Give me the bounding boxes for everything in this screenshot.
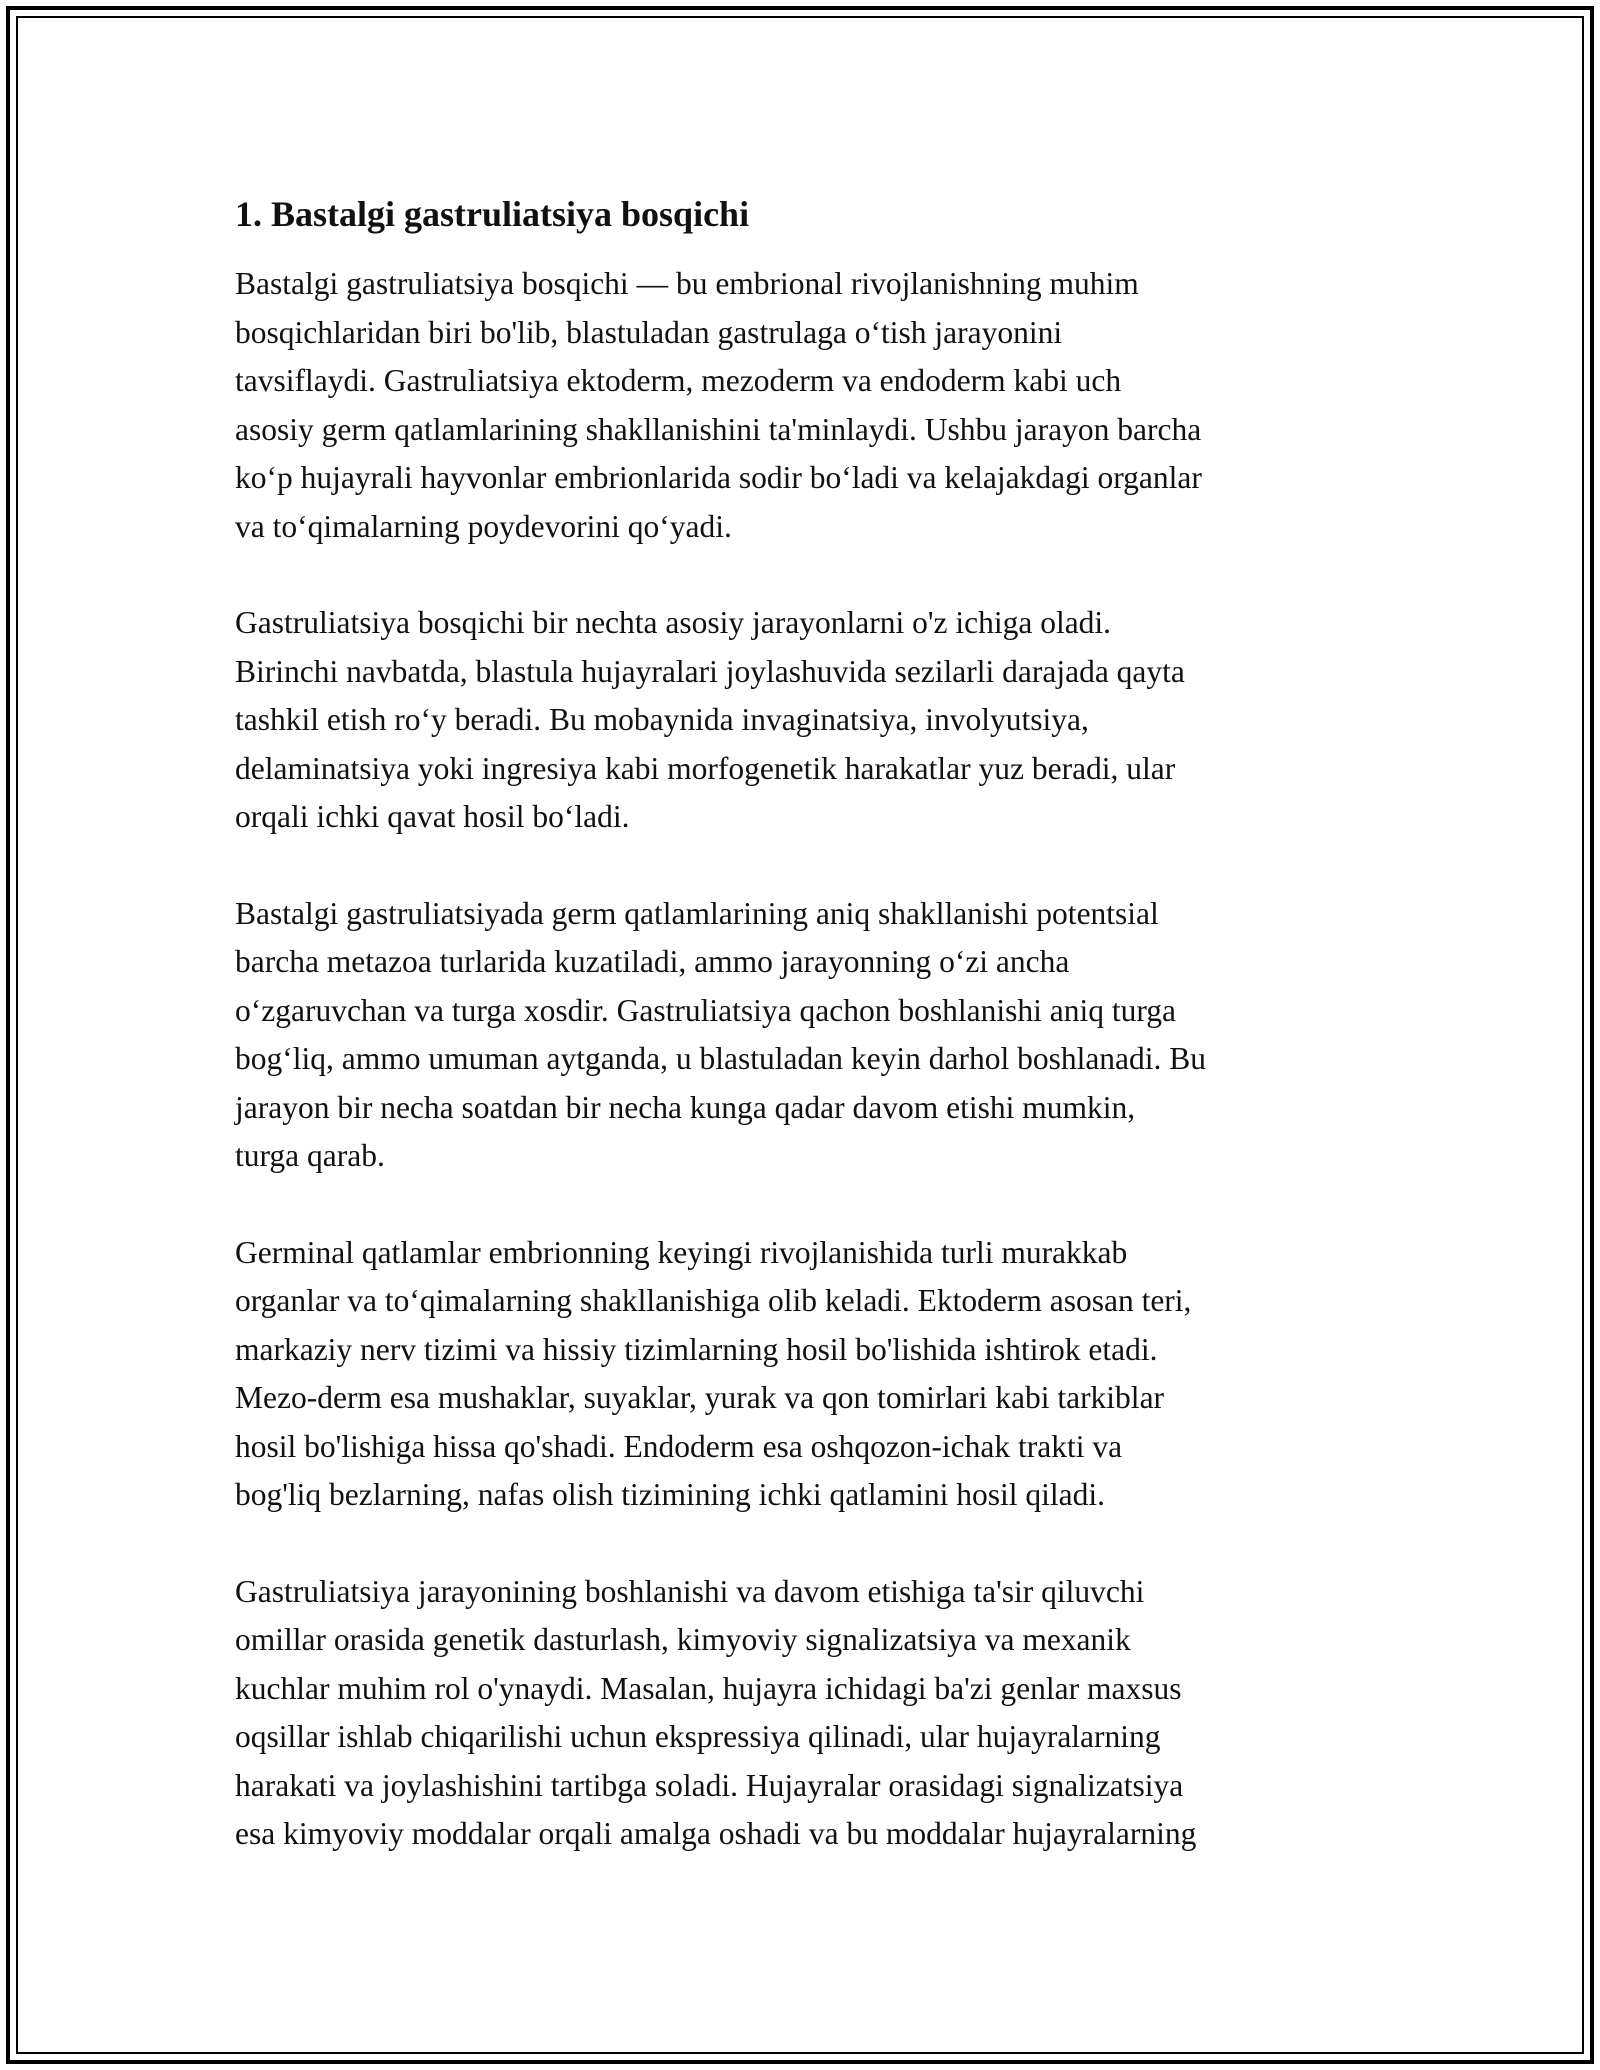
document-body bbox=[235, 188, 1375, 1907]
paragraph-3 bbox=[235, 890, 1375, 1181]
text-line: bog'liq bezlarning, nafas olish tizimining ichki qatlamini hosil qiladi. bbox=[235, 1477, 1106, 1512]
text-line: turga qarab. bbox=[235, 1138, 385, 1173]
text-line: va to‘qimalarning poydevorini qo‘yadi. bbox=[235, 508, 732, 544]
text-line: tavsiflaydi. Gastruliatsiya ektoderm, mezoderm va endoderm kabi uch bbox=[235, 363, 1122, 398]
text-line: tashkil etish ro‘y beradi. Bu mobaynida invaginatsiya, involyutsiya, bbox=[235, 702, 1089, 737]
text-line: omillar orasida genetik dasturlash, kimyoviy signalizatsiya va mexanik bbox=[235, 1622, 1131, 1657]
text-line: Gastruliatsiya bosqichi bir nechta asosiy jarayonlarni o'z ichiga oladi. bbox=[235, 605, 1112, 640]
text-line: ko‘p hujayrali hayvonlar embrionlarida sodir bo‘ladi va kelajakdagi organlar bbox=[235, 460, 1202, 495]
text-line: bog‘liq, ammo umuman aytganda, u blastuladan keyin darhol boshlanadi. Bu bbox=[235, 1041, 1207, 1076]
text-line: Bastalgi gastruliatsiyada germ qatlamlarining aniq shakllanishi potentsial bbox=[235, 895, 1159, 931]
text-line: hosil bo'lishiga hissa qo'shadi. Endoderm esa oshqozon-ichak trakti va bbox=[235, 1428, 1123, 1464]
text-line: Mezo-derm esa mushaklar, suyaklar, yurak va qon tomirlari kabi tarkiblar bbox=[235, 1380, 1165, 1415]
text-line: orqali ichki qavat hosil bo‘ladi. bbox=[235, 799, 630, 834]
text-line: jarayon bir necha soatdan bir necha kunga qadar davom etishi mumkin, bbox=[235, 1089, 1136, 1125]
text-line: Birinchi navbatda, blastula hujayralari joylashuvida sezilarli darajada qayta bbox=[235, 653, 1185, 689]
text-line: Germinal qatlamlar embrionning keyingi rivojlanishida turli murakkab bbox=[235, 1234, 1128, 1270]
text-line: markaziy nerv tizimi va hissiy tizimlarning hosil bo'lishida ishtirok etadi. bbox=[235, 1331, 1158, 1367]
paragraph-5 bbox=[235, 1568, 1375, 1859]
paragraph-4 bbox=[235, 1229, 1375, 1520]
text-line: harakati va joylashishini tartibga soladi. Hujayralar orasidagi signalizatsiya bbox=[235, 1767, 1184, 1803]
text-line: organlar va to‘qimalarning shakllanishiga olib keladi. Ektoderm asosan teri, bbox=[235, 1283, 1192, 1318]
text-line: oqsillar ishlab chiqarilishi uchun ekspressiya qilinadi, ular hujayralarning bbox=[235, 1719, 1161, 1754]
text-line: Bastalgi gastruliatsiya bosqichi — bu embrional rivojlanishning muhim bbox=[235, 266, 1139, 301]
text-line: asosiy germ qatlamlarining shakllanishini ta'minlaydi. Ushbu jarayon barcha bbox=[235, 411, 1202, 447]
text-line: barcha metazoa turlarida kuzatiladi, ammo jarayonning o‘zi ancha bbox=[235, 944, 1070, 979]
text-line: kuchlar muhim rol o'ynaydi. Masalan, hujayra ichidagi ba'zi genlar maxsus bbox=[235, 1670, 1182, 1706]
paragraph-2 bbox=[235, 599, 1375, 842]
section-heading: 1. Bastalgi gastruliatsiya bosqichi bbox=[235, 194, 750, 234]
text-line: esa kimyoviy moddalar orqali amalga oshadi va bu moddalar hujayralarning bbox=[235, 1816, 1197, 1851]
text-line: delaminatsiya yoki ingresiya kabi morfogenetik harakatlar yuz beradi, ular bbox=[235, 750, 1176, 786]
text-line: bosqichlaridan biri bo'lib, blastuladan gastrulaga o‘tish jarayonini bbox=[235, 314, 1063, 350]
text-line: o‘zgaruvchan va turga xosdir. Gastruliatsiya qachon boshlanishi aniq turga bbox=[235, 992, 1176, 1028]
text-line: Gastruliatsiya jarayonining boshlanishi va davom etishiga ta'sir qiluvchi bbox=[235, 1573, 1145, 1609]
paragraph-1 bbox=[235, 260, 1375, 551]
